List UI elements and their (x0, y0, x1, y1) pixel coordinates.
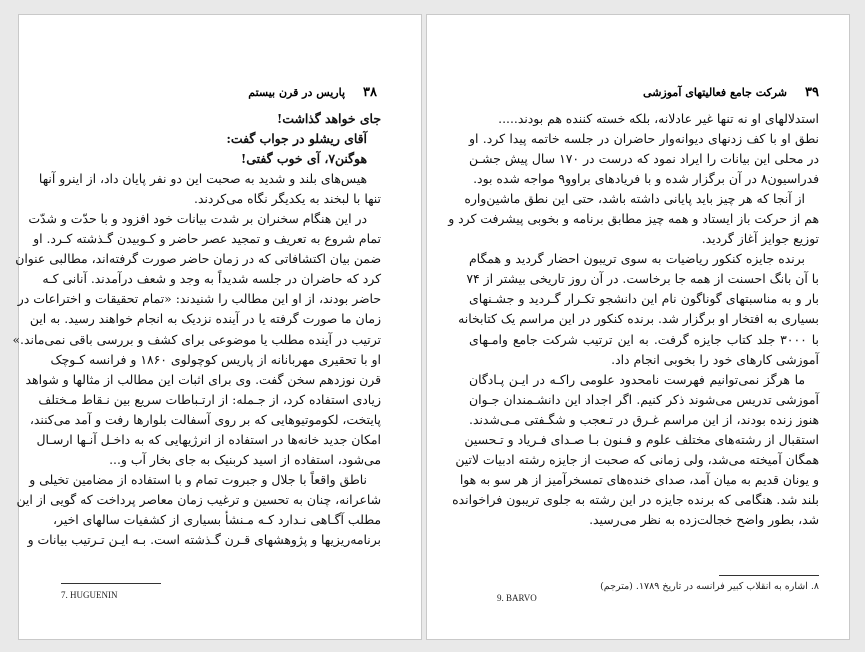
text-line: حاضر بودند، از او این مطالب را شنیدند: «تمام تحقیقات و اختراعات در (17, 291, 381, 307)
text-line: هوگنن‎۷، آی خوب گفتی! (240, 151, 367, 167)
text-line: او با تحقیری مهربانانه از پاریس کوچولوی ۱۸۶۰ و فرانسه کـوچک (50, 351, 381, 367)
text-line: برنامه‌ریزیها و پژوهشهای قـرن گـذشته است. بـه ایـن تـرتیب بیانات و (27, 531, 381, 547)
text-line: نطق او با کف زدنهای دیوانه‌وار حاضران در جلسه خاتمه پیدا کرد. او (469, 131, 819, 147)
right-footnote-rule (719, 575, 819, 576)
text-line: ما هرگز نمی‌توانیم فهرست نامحدود علومی راکـه در ایـن پـادگان (469, 371, 805, 387)
text-line: برنده جایزه کنکور ریاضیات به سوی تریبون احضار گردید و همگام (469, 251, 805, 267)
text-line: می‌شود، استفاده از اسید کربنیک به جای بخار آب و... (109, 451, 381, 467)
text-line: در این هنگام سخنران بر شدت بیانات خود افزود و با حدّت و شدّت (28, 211, 367, 227)
text-line: استدلالهای او نه تنها غیر عادلانه، بلکه خسته کننده هم بودند..... (498, 111, 819, 126)
text-line: ترتیب در آینده مطلب یا موضوعی برای کشف و بررسی باقی نمی‌ماند.» (12, 331, 381, 347)
text-line: تمام شروع به تعریف و تمجید عصر حاضر و کـوبیدن گـذشته کـرد. او (33, 231, 381, 247)
right-page-header (643, 83, 819, 101)
text-line: امکان جدید خانه‌ها در استفاده از انرژیهایی که به داخـل آنـها ارسـال (36, 431, 381, 447)
text-line: با ۳۰۰۰ جلد کتاب جایزه گرفت. به این ترتیب شرکت جامع وامـهای (469, 331, 819, 347)
text-line: در محلی این بیانات را ایراد نمود که درست در ۱۷۰ سال پیش جشـن (469, 151, 819, 167)
text-line: شاعرانه، چنان به تحسین و ترغیب زمان معاصر پرداخت که گویی از این (16, 491, 381, 507)
text-line: آموزشی تدریس می‌شوند ذکر کنیم. اگر اجداد این دانشـمندان جـوان (469, 391, 819, 407)
text-line: هنوز زنده بودند، از این مراسم غـرق در تـعجب و شگـفتی مـی‌شدند. (469, 411, 819, 427)
text-line: شد، بطور واضح خجالت‌زده به نظر می‌رسید. (589, 511, 819, 527)
text-line: زمان ما صورت گرفته یا در آینده نزدیک به انجام خواهند رسید. به این (29, 311, 381, 327)
left-page-header (248, 83, 377, 101)
right-book-page (426, 14, 850, 640)
left-page-number: ۳۸ (363, 84, 377, 100)
text-line: استقبال از رشته‌های مختلف علوم و فـنون بـا صـدای فـریاد و تـحسین (464, 431, 819, 447)
left-footnote-latin: 7. HUGUENIN (61, 590, 118, 600)
left-footnote-rule (61, 583, 161, 584)
text-line: مطلب آگـاهی نـدارد کـه مـنشأ بسیاری از کشفیات سالهای اخیر، (53, 511, 381, 527)
right-running-head: شرکت جامع فعالیتهای آموزشی (643, 85, 788, 99)
right-page-number: ۳۹ (805, 84, 819, 100)
text-line: ضمن بیان اکتشافاتی که در زمان حاضر صورت گرفته‌اند، مطالبی عنوان (15, 251, 381, 267)
text-line: ناطق واقعاً با جلال و جبروت تمام و با استفاده از مضامین تخیلی و (29, 471, 367, 487)
text-line: همگان آمیخته می‌شد، ولی زمانی که صحبت از جایزه رشته ادبیات لاتین (455, 451, 819, 467)
text-line: هم از حرکت باز ایستاد و همه چیز مطابق برنامه و بخوبی پیشرفت کرد و (448, 211, 819, 227)
text-line: آقای ریشلو در جواب گفت: (226, 131, 367, 147)
right-footnote-persian: ۸. اشاره به انقلاب کبیر فرانسه در تاریخ ۱۷۸۹. (مترجم) (600, 581, 819, 592)
text-line: با آن بانگ احسنت از همه جا برخاست. در آن روز تاریخی بیشتر از ۷۴ (466, 271, 819, 287)
text-line: فدراسیون‎۸ در آن برگزار شده و با فریادهای براوو‎۹ مواجه شده بود. (473, 171, 819, 187)
text-line: بار و به مناسبتهای گوناگون نام این دانشجو تکـرار گـردید و جشـنهای (469, 291, 819, 307)
text-line: قرن نوزدهم سخن گفت. وی برای اثبات این مطالب از مثالها و شواهد (25, 371, 381, 387)
text-line: زیادی استفاده کرد، از جـمله: از ارتـباطات سریع بین نـقاط مـختلف (38, 391, 381, 407)
text-line: و یونان قدیم به میان آمد، صدای خنده‌های تمسخرآمیز از هر سو به هوا (459, 471, 819, 487)
text-line: از آنجا که هر چیز باید پایانی داشته باشد، حتی این نطق ماشین‌واره (464, 191, 805, 207)
text-line: بسیاری به افتخار او برگزار شد. برنده کنکور در این مراسم یک کتابخانه (458, 311, 819, 327)
left-running-head: پاریس در قرن بیستم (248, 85, 346, 99)
left-page-body-text (12, 109, 381, 550)
text-line: پایتخت، لکوموتیوهایی که بر روی آسفالت بلوارها رفت و آمد می‌کنند، (29, 411, 381, 427)
text-line: آموزشی کارهای خود را بخوبی انجام داد. (611, 351, 819, 367)
text-line: کرد که حاضران در جلسه شدیداً به وجد و شعف درآمدند. آنانی کـه (42, 271, 381, 287)
right-page-body-text (448, 109, 819, 530)
text-line: هیس‌های بلند و شدید به صحبت این دو نفر پایان داد، از اینرو آنها (38, 171, 367, 187)
text-line: جای خواهد گذاشت! (276, 111, 381, 126)
text-line: توزیع جوایز آغاز گردید. (701, 231, 819, 247)
right-footnote-latin: 9. BARVO (497, 593, 537, 603)
left-book-page (12, 14, 422, 640)
text-line: تنها با لبخند به یکدیگر نگاه می‌کردند. (194, 191, 381, 207)
text-line: بلند شد. هنگامی که برنده جایزه در این رشته به جلوی تریبون فراخوانده (452, 491, 819, 507)
